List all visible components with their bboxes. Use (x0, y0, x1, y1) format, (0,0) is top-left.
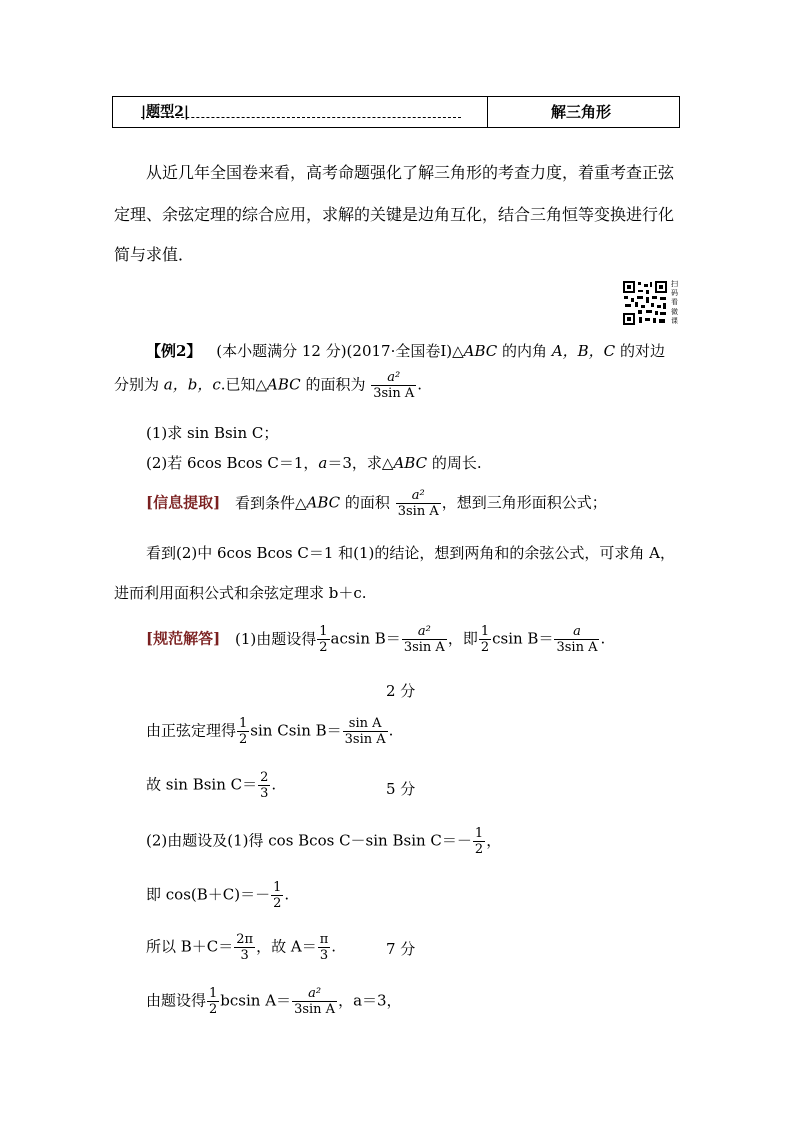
area-fraction (371, 370, 416, 401)
info-tag: [信息提取] (146, 493, 221, 512)
solution-line-4 (146, 826, 501, 857)
qr-char: 微 (671, 307, 678, 316)
solution-text: . (600, 629, 606, 648)
solution-line-6 (146, 932, 336, 963)
solution-text: 由题设得 (146, 991, 207, 1010)
fraction-numerator: 2π (236, 932, 254, 947)
fraction-denominator: 2 (273, 896, 282, 911)
qr-char: 看 (671, 298, 678, 307)
example-text: (本小题满分 12 分)(2017·全国卷Ⅰ)△ (216, 342, 464, 360)
two-thirds-fraction (258, 770, 270, 801)
info-text: 看到条件△ (234, 493, 307, 512)
topic-header (112, 96, 680, 128)
solution-text: bcsin A＝ (220, 991, 292, 1010)
qr-code-icon[interactable] (622, 280, 668, 326)
solution-line-5 (146, 880, 289, 911)
fraction-numerator: 1 (239, 716, 248, 731)
area-fraction (292, 986, 337, 1017)
info-text: ABC (306, 493, 341, 512)
solution-text: . (388, 721, 394, 740)
info-text: ，想到三角形面积公式； (441, 493, 607, 512)
intro-line-1: 从近几年全国卷来看，高考命题强化了解三角形的考查力度，着重考查正弦 (146, 163, 675, 182)
solution-text: . (331, 937, 337, 956)
two-pi-thirds-fraction (234, 932, 255, 963)
example-text: a (318, 454, 328, 472)
a-fraction (554, 624, 599, 655)
fraction-numerator: 1 (209, 986, 218, 1001)
qr-char: 码 (671, 289, 678, 298)
fraction-denominator: 3sin A (556, 640, 598, 655)
fraction-denominator: 2 (209, 1002, 218, 1017)
solution-text: ，a＝3， (338, 991, 402, 1010)
header-divider (487, 97, 488, 127)
solution-text: ， (486, 831, 502, 850)
pi-thirds-fraction (318, 932, 331, 963)
solution-text: ，故 A＝ (256, 937, 317, 956)
solution-text: . (284, 885, 290, 904)
example-text: 的对边 (615, 342, 665, 360)
qr-side-text (671, 280, 679, 326)
topic-title: 解三角形 (551, 103, 612, 121)
example-text: .已知△ (220, 375, 268, 394)
question-2 (146, 452, 482, 473)
example-text: ABC (463, 342, 498, 360)
solution-line-3 (146, 770, 276, 801)
example-text: 的周长. (427, 454, 482, 472)
fraction-denominator: 3sin A (403, 640, 445, 655)
solution-text: 所以 B＋C＝ (146, 937, 234, 956)
fraction-denominator: 2 (319, 640, 328, 655)
fraction-numerator: a² (411, 488, 425, 503)
score-2: 2 分 (386, 682, 416, 700)
fraction-numerator: 1 (319, 624, 328, 639)
fraction-denominator: 2 (474, 842, 484, 857)
intro-line-2: 定理、余弦定理的综合应用，求解的关键是边角互化，结合三角恒等变换进行化 (114, 205, 675, 224)
example-text: 分别为 (114, 375, 164, 394)
solution-text: (2)由题设及(1)得 cos Bcos C－sin Bsin C＝－ (146, 831, 472, 850)
score-5: 5 分 (386, 780, 416, 798)
example-text: (2)若 6cos Bcos C＝1， (146, 454, 319, 472)
example-line-2: 分别为 a，b，c.已知△ABC 的面积为 $\frac{\text{a²}}{\text{3sin A}}$ . (114, 370, 423, 401)
fraction-denominator: 3sin A (397, 504, 439, 519)
example-text: ABC (267, 375, 301, 394)
solution-text: . (271, 775, 277, 794)
info-line-2: 看到(2)中 6cos Bcos C＝1 和(1)的结论，想到两角和的余弦公式，可求角 A， (146, 544, 676, 562)
example-tag: 【例2】 (146, 342, 202, 360)
info-text: 的面积 (340, 493, 390, 512)
example-text: a，b，c (163, 375, 221, 394)
info-line-1 (146, 488, 607, 519)
solution-line-7 (146, 986, 402, 1017)
sine-fraction (343, 716, 388, 747)
intro-line-3: 简与求值． (114, 245, 195, 264)
half-fraction (237, 716, 249, 747)
half-fraction (207, 986, 219, 1017)
solution-text: sin Csin B＝ (250, 721, 342, 740)
fraction-numerator: a² (308, 986, 322, 1001)
solution-text: 即 cos(B＋C)＝－ (146, 885, 271, 904)
question-1: (1)求 sin Bsin C； (146, 424, 279, 442)
fraction-denominator: 3sin A (344, 732, 386, 747)
fraction-denominator: 3 (260, 786, 269, 801)
fraction-denominator: 2 (239, 732, 248, 747)
solution-text: csin B＝ (492, 629, 554, 648)
fraction-denominator: 2 (480, 640, 490, 655)
half-fraction (479, 624, 491, 655)
area-fraction (402, 624, 447, 655)
example-text: 的内角 (497, 342, 552, 360)
example-text: A，B，C (551, 342, 616, 360)
solution-line-1 (146, 624, 605, 655)
fraction-denominator: 3sin A (294, 1002, 336, 1017)
example-line-1 (146, 340, 665, 361)
half-fraction (317, 624, 329, 655)
qr-char: 扫 (671, 280, 678, 288)
fraction-numerator: sin A (348, 716, 382, 731)
solution-line-2 (146, 716, 393, 747)
fraction-numerator: 2 (260, 770, 269, 785)
fraction-numerator: a (573, 624, 581, 639)
half-fraction (271, 880, 283, 911)
fraction-denominator: 3sin A (373, 386, 415, 401)
solution-text: acsin B＝ (330, 629, 401, 648)
solution-text: ，即 (447, 629, 478, 648)
example-text: 的面积为 (300, 375, 366, 394)
info-line-3: 进而利用面积公式和余弦定理求 b＋c. (114, 584, 367, 602)
fraction-numerator: 1 (480, 624, 490, 639)
score-7: 7 分 (386, 940, 416, 958)
solution-tag: [规范解答] (146, 629, 221, 648)
example-text: ＝3，求△ (327, 454, 394, 472)
fraction-denominator: 3 (234, 947, 255, 963)
solution-text: 由正弦定理得 (146, 721, 237, 740)
qr-char: 课 (671, 316, 678, 325)
fraction-denominator: 3 (318, 947, 331, 963)
solution-text: (1)由题设得 (234, 629, 317, 648)
half-fraction (473, 826, 485, 857)
fraction-numerator: 1 (474, 826, 484, 841)
header-dash-line (141, 117, 461, 118)
example-text: ABC (393, 454, 428, 472)
fraction-numerator: 1 (273, 880, 282, 895)
fraction-numerator: π (319, 932, 329, 947)
topic-label: |题型2| (141, 104, 189, 120)
fraction-numerator: a² (417, 624, 431, 639)
fraction-numerator: a² (387, 370, 401, 385)
solution-text: 故 sin Bsin C＝ (146, 775, 258, 794)
area-fraction (396, 488, 441, 519)
